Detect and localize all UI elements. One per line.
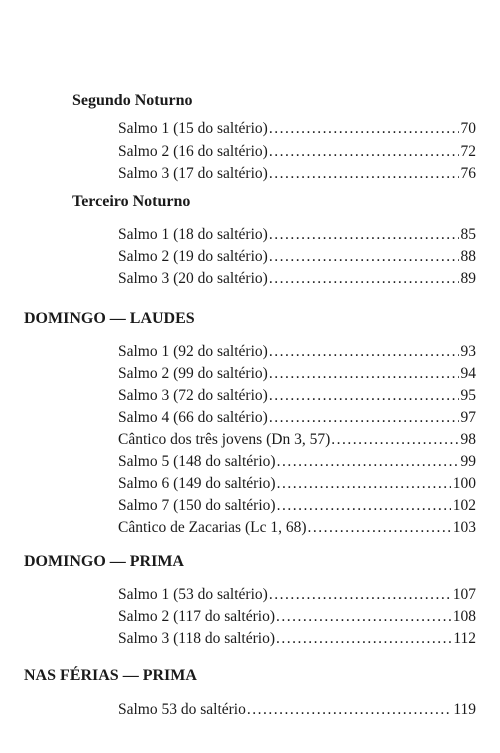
entry-page-number: 119 [453,701,476,718]
dot-leader [269,224,459,246]
entry-label: Salmo 2 (117 do saltério) [118,608,275,625]
entry-label: Salmo 2 (19 do saltério) [118,248,268,265]
section-heading: DOMINGO — PRIMA [24,553,184,570]
entry-page-number: 112 [453,630,476,647]
toc-entry[interactable] [118,473,476,495]
entry-label: Salmo 7 (150 do saltério) [118,497,276,514]
entry-label: Salmo 3 (17 do saltério) [118,165,268,182]
dot-leader [269,141,459,163]
entry-page-number: 94 [460,365,476,382]
section-heading: Segundo Noturno [72,92,193,109]
dot-leader [247,699,451,721]
toc-entry[interactable] [118,407,476,429]
toc-entry[interactable] [118,429,476,451]
dot-leader [331,429,458,451]
section-heading: Terceiro Noturno [72,193,191,210]
toc-entry[interactable] [118,451,476,473]
entry-page-number: 97 [460,409,476,426]
toc-entry[interactable] [118,584,476,606]
dot-leader [308,517,451,539]
dot-leader [269,268,459,290]
dot-leader [269,118,459,140]
entry-page-number: 100 [452,475,476,492]
entry-label: Salmo 1 (53 do saltério) [118,586,268,603]
toc-entry[interactable] [118,495,476,517]
entry-label: Salmo 1 (15 do saltério) [118,120,268,137]
toc-entry[interactable] [118,606,476,628]
toc-entry[interactable] [118,118,476,140]
entry-label: Salmo 4 (66 do saltério) [118,409,268,426]
entry-page-number: 88 [460,248,476,265]
toc-entry[interactable] [118,163,476,185]
dot-leader [277,495,451,517]
entry-label: Salmo 53 do saltério [118,701,246,718]
entry-label: Salmo 3 (72 do saltério) [118,387,268,404]
entry-label: Cântico de Zacarias (Lc 1, 68) [118,519,307,536]
section-heading: DOMINGO — LAUDES [24,310,195,327]
entry-page-number: 95 [460,387,476,404]
entry-label: Salmo 3 (20 do saltério) [118,270,268,287]
toc-entry[interactable] [118,224,476,246]
entry-label: Salmo 1 (18 do saltério) [118,226,268,243]
entry-page-number: 103 [452,519,476,536]
toc-entry[interactable] [118,699,476,721]
entry-label: Salmo 6 (149 do saltério) [118,475,276,492]
dot-leader [269,163,459,185]
entry-label: Salmo 5 (148 do saltério) [118,453,276,470]
entry-page-number: 89 [460,270,476,287]
dot-leader [269,584,451,606]
toc-entry[interactable] [118,246,476,268]
toc-entry[interactable] [118,363,476,385]
dot-leader [277,473,451,495]
section-heading: NAS FÉRIAS — PRIMA [24,667,197,684]
dot-leader [269,246,459,268]
entry-label: Salmo 3 (118 do saltério) [118,630,275,647]
entry-page-number: 76 [460,165,476,182]
dot-leader [269,407,459,429]
entry-page-number: 85 [460,226,476,243]
entry-page-number: 70 [460,120,476,137]
entry-page-number: 72 [460,143,476,160]
entry-label: Salmo 1 (92 do saltério) [118,343,268,360]
entry-label: Salmo 2 (99 do saltério) [118,365,268,382]
entry-label: Cântico dos três jovens (Dn 3, 57) [118,431,331,448]
entry-page-number: 107 [452,586,476,603]
dot-leader [269,363,459,385]
toc-entry[interactable] [118,517,476,539]
toc-entry[interactable] [118,268,476,290]
entry-page-number: 98 [460,431,476,448]
toc-entry[interactable] [118,141,476,163]
toc-entry[interactable] [118,628,476,650]
dot-leader [277,451,459,473]
entry-page-number: 108 [452,608,476,625]
dot-leader [276,606,451,628]
entry-page-number: 93 [460,343,476,360]
entry-label: Salmo 2 (16 do saltério) [118,143,268,160]
entry-page-number: 102 [452,497,476,514]
toc-entry[interactable] [118,341,476,363]
toc-entry[interactable] [118,385,476,407]
entry-page-number: 99 [460,453,476,470]
dot-leader [269,341,459,363]
dot-leader [276,628,451,650]
dot-leader [269,385,459,407]
